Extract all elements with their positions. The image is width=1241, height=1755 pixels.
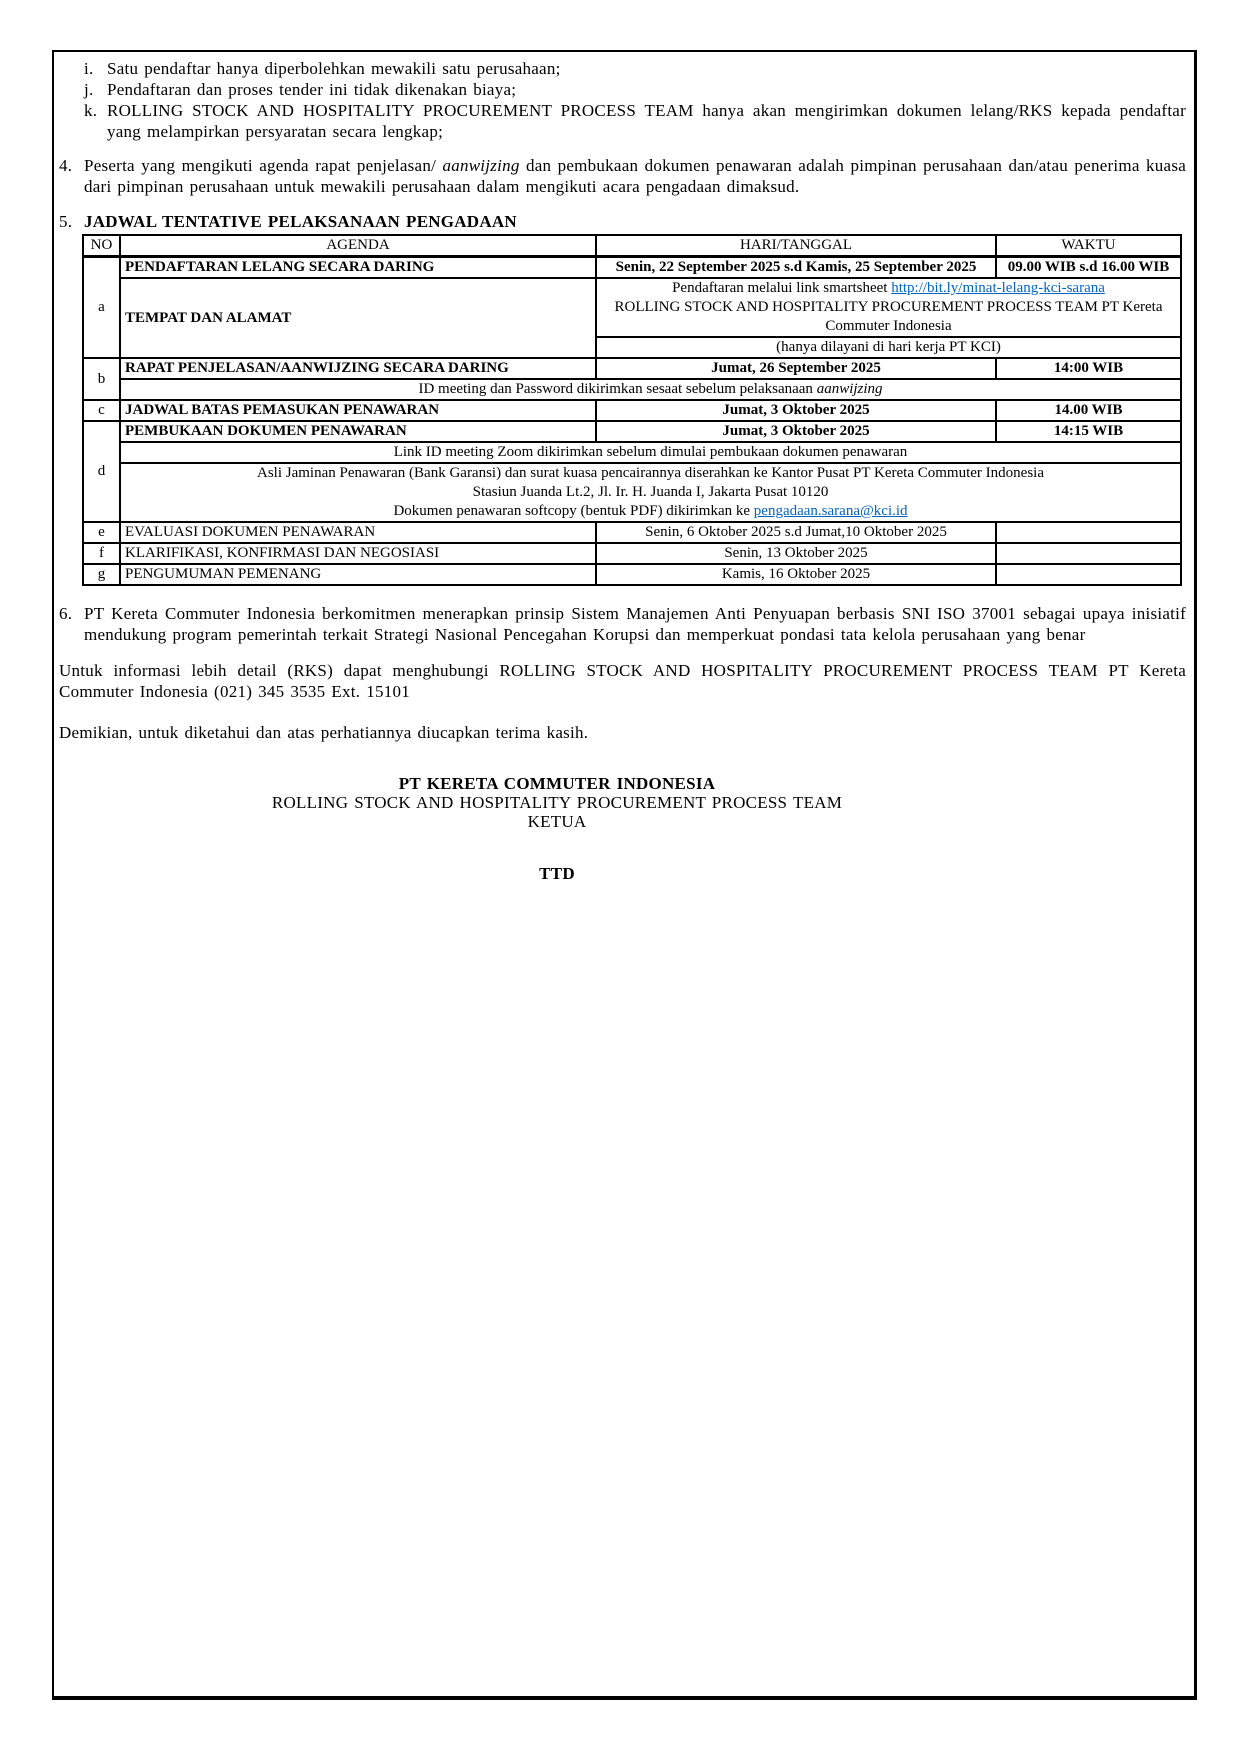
row-a-time: 09.00 WIB s.d 16.00 WIB [996, 257, 1181, 279]
table-row-d3 [83, 463, 1181, 522]
table-row-e [83, 522, 1181, 543]
list-item [84, 79, 1186, 100]
header-no: NO [83, 235, 120, 257]
registration-link-prefix: Pendaftaran melalui link smartsheet [672, 280, 892, 296]
schedule-heading: JADWAL TENTATIVE PELAKSANAAN PENGADAAN [84, 212, 517, 231]
smartsheet-link[interactable]: http://bit.ly/minat-lelang-kci-sarana [891, 280, 1105, 296]
list-item-text: Pendaftaran dan proses tender ini tidak dikenakan biaya; [107, 80, 517, 99]
header-date: HARI/TANGGAL [596, 235, 996, 257]
signature-ttd: TTD [539, 864, 575, 883]
table-row-c [83, 400, 1181, 421]
team-address-line: ROLLING STOCK AND HOSPITALITY PROCUREMENT PROCESS TEAM PT Kereta Commuter Indonesia [614, 299, 1163, 334]
row-f-no: f [83, 543, 120, 564]
list-marker: k. [84, 101, 98, 120]
numbered-item-4 [59, 155, 1186, 197]
procurement-email-link[interactable]: pengadaan.sarana@kci.id [753, 503, 908, 519]
meeting-id-note-text: ID meeting dan Password dikirimkan sesaat sebelum pelaksanaan [418, 381, 817, 397]
row-f-date: Senin, 13 Oktober 2025 [596, 543, 996, 564]
table-row-b2 [83, 379, 1181, 400]
table-row-f [83, 543, 1181, 564]
list-marker: j. [84, 80, 94, 99]
guarantee-line: Asli Jaminan Penawaran (Bank Garansi) dan surat kuasa pencairannya diserahkan ke Kantor Pusat PT Kereta Commuter Indonesia [257, 465, 1044, 481]
list-item [84, 58, 1186, 79]
row-d-date: Jumat, 3 Oktober 2025 [596, 421, 996, 442]
schedule-table [82, 234, 1182, 586]
item-6-text: PT Kereta Commuter Indonesia berkomitmen menerapkan prinsip Sistem Manajemen Anti Penyuapan berbasis SNI ISO 37001 sebagai upaya inisiatif mendukung program pemerintah terkait Strategi Nasional Pencegahan Korupsi dan memperkuat pondasi tata kelola perusahaan yang benar [84, 604, 1186, 644]
numbered-item-5 [59, 211, 1186, 232]
table-row-a2 [83, 278, 1181, 337]
row-d-time: 14:15 WIB [996, 421, 1181, 442]
row-d-agenda: PEMBUKAAN DOKUMEN PENAWARAN [120, 421, 596, 442]
header-agenda: AGENDA [120, 235, 596, 257]
row-g-time [996, 564, 1181, 585]
row-d-no: d [83, 421, 120, 522]
table-row-b1 [83, 358, 1181, 379]
italic-term: aanwijzing [442, 156, 520, 175]
list-marker: 5. [59, 212, 73, 231]
table-row-a1 [83, 257, 1181, 279]
list-item [84, 100, 1186, 142]
row-b-agenda: RAPAT PENJELASAN/AANWIJZING SECARA DARING [120, 358, 596, 379]
table-header-row [83, 235, 1181, 257]
signature-team: ROLLING STOCK AND HOSPITALITY PROCUREMENT PROCESS TEAM [271, 793, 843, 812]
row-f-time [996, 543, 1181, 564]
list-marker: 4. [59, 156, 73, 175]
sub-list [84, 58, 1186, 142]
row-e-date: Senin, 6 Oktober 2025 s.d Jumat,10 Oktober 2025 [596, 522, 996, 543]
registration-link-line [601, 279, 1176, 298]
closing-paragraph: Demikian, untuk diketahui dan atas perhatiannya diucapkan terima kasih. [59, 723, 589, 742]
row-e-time [996, 522, 1181, 543]
row-g-date: Kamis, 16 Oktober 2025 [596, 564, 996, 585]
row-f-agenda: KLARIFIKASI, KONFIRMASI DAN NEGOSIASI [120, 543, 596, 564]
row-a-place-label: TEMPAT DAN ALAMAT [120, 278, 596, 358]
row-e-no: e [83, 522, 120, 543]
list-marker: i. [84, 59, 94, 78]
row-b-no: b [83, 358, 120, 400]
row-c-agenda: JADWAL BATAS PEMASUKAN PENAWARAN [120, 400, 596, 421]
row-a-agenda: PENDAFTARAN LELANG SECARA DARING [120, 257, 596, 279]
table-row-d2 [83, 442, 1181, 463]
softcopy-line [125, 502, 1176, 521]
list-marker: 6. [59, 604, 73, 623]
meeting-id-note [120, 379, 1181, 400]
row-c-no: c [83, 400, 120, 421]
list-item-text: ROLLING STOCK AND HOSPITALITY PROCUREMENT PROCESS TEAM hanya akan mengirimkan dokumen lelang/RKS kepada pendaftar yang melampirkan persyaratan secara lengkap; [107, 101, 1186, 141]
list-item-text: Satu pendaftar hanya diperbolehkan mewakili satu perusahaan; [107, 59, 561, 78]
row-g-agenda: PENGUMUMAN PEMENANG [120, 564, 596, 585]
header-time: WAKTU [996, 235, 1181, 257]
item-4-text-after: dan pembukaan dokumen penawaran adalah pimpinan perusahaan dan/atau penerima kuasa dari pimpinan perusahaan untuk mewakili perusahaan dalam mengikuti acara pengadaan dimaksud. [84, 156, 1187, 196]
zoom-link-note: Link ID meeting Zoom dikirimkan sebelum dimulai pembukaan dokumen penawaran [120, 442, 1181, 463]
row-c-time: 14.00 WIB [996, 400, 1181, 421]
signature-role: KETUA [527, 812, 587, 831]
row-b-time: 14:00 WIB [996, 358, 1181, 379]
guarantee-submission-cell [120, 463, 1181, 522]
signature-company: PT KERETA COMMUTER INDONESIA [398, 774, 716, 793]
table-row-d1 [83, 421, 1181, 442]
italic-term: aanwijzing [816, 381, 883, 397]
softcopy-line-prefix: Dokumen penawaran softcopy (bentuk PDF) dikirimkan ke [393, 503, 754, 519]
working-days-note: (hanya dilayani di hari kerja PT KCI) [596, 337, 1181, 358]
table-row-g [83, 564, 1181, 585]
row-b-date: Jumat, 26 September 2025 [596, 358, 996, 379]
row-a-no: a [83, 257, 120, 359]
item-4-text-before: Peserta yang mengikuti agenda rapat penjelasan/ [84, 156, 443, 175]
item-4-text [84, 155, 1186, 197]
numbered-item-6 [59, 603, 1186, 645]
row-a-date: Senin, 22 September 2025 s.d Kamis, 25 September 2025 [596, 257, 996, 279]
office-address-line: Stasiun Juanda Lt.2, Jl. Ir. H. Juanda I, Jakarta Pusat 10120 [472, 484, 829, 500]
signature-block [59, 774, 1055, 883]
row-e-agenda: EVALUASI DOKUMEN PENAWARAN [120, 522, 596, 543]
row-c-date: Jumat, 3 Oktober 2025 [596, 400, 996, 421]
row-a-place-details [596, 278, 1181, 337]
contact-paragraph: Untuk informasi lebih detail (RKS) dapat menghubungi ROLLING STOCK AND HOSPITALITY PROCUREMENT PROCESS TEAM PT Kereta Commuter Indonesia (021) 345 3535 Ext. 15101 [59, 661, 1186, 701]
page-border-frame [52, 50, 1197, 1700]
row-g-no: g [83, 564, 120, 585]
